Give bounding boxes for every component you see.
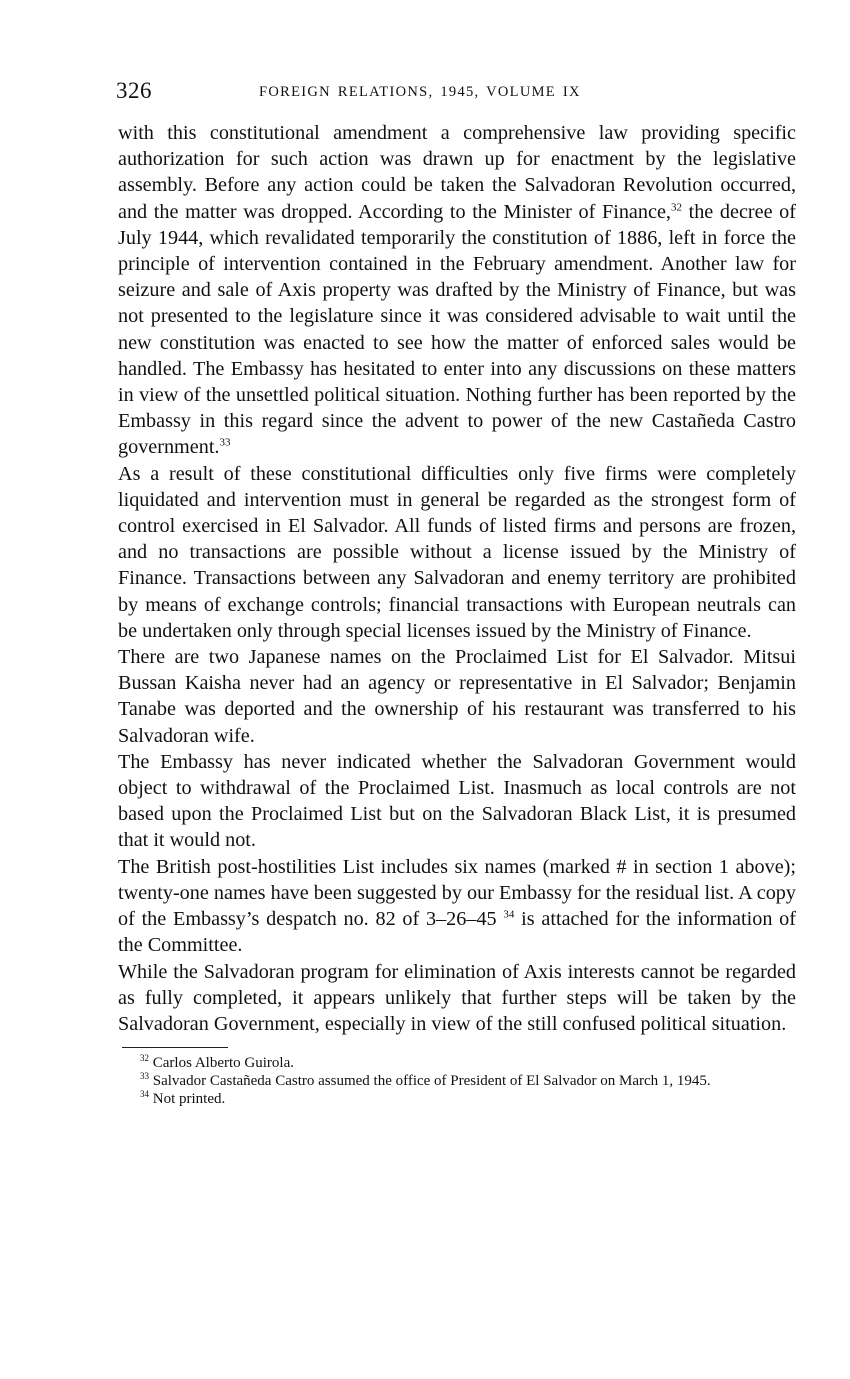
footnote-divider xyxy=(122,1047,228,1048)
page-number: 326 xyxy=(116,78,152,103)
footnote-33: $^{33}$ Salvador Castañeda Castro assumed the office of President of El Salvador on March 1, 1945. xyxy=(140,1071,711,1090)
footnote-34: $^{34}$ Not printed. xyxy=(140,1089,226,1108)
paragraph-4: The Embassy has never indicated whether the Salvadoran Government would object to withdrawal of the Proclaimed List. Inasmuch as local controls are not based upon the Proclaimed List but on the Salvadoran Black List, it is presumed that it would not. xyxy=(118,750,796,852)
paragraph-3: There are two Japanese names on the Proclaimed List for El Salvador. Mitsui Bussan Kaisha never had an agency or representative in El Salvador; Benjamin Tanabe was deported and the ownership of his restaurant was transferred to his Salvadoran wife. xyxy=(118,646,796,747)
page-header xyxy=(118,78,796,108)
footnote-mark: 33 xyxy=(140,1071,149,1082)
body-text xyxy=(118,120,796,1037)
footnote-mark: 32 xyxy=(140,1053,149,1064)
paragraph-2: As a result of these constitutional difficulties only five firms were completely liquidated and intervention must in general be regarded as the strongest form of control exercised in El Salvador. All funds of listed firms and persons are frozen, and no transactions are possible without a license issued by the Ministry of Finance. Transactions between any Salvadoran and enemy territory are prohibited by means of exchange controls; financial transactions with European neutrals can be undertaken only through special licenses issued by the Ministry of Finance. xyxy=(118,462,796,642)
paragraph-6: While the Salvadoran program for elimination of Axis interests cannot be regarded as fully completed, it appears unlikely that further steps will be taken by the Salvadoran Government, especially in view of the still confused political situation. xyxy=(118,960,796,1035)
footnote-ref-33: 33 xyxy=(219,436,231,449)
document-page xyxy=(118,78,796,1108)
footnote-ref-32: 32 xyxy=(670,200,682,213)
paragraph-5: The British post-hostilities List includes six names (marked # in section 1 above); twenty-one names have been suggested by our Embassy for the residual list. A copy of the Embassy’s despatch no. 82 of 3–26–45 $^{34}$ is attached for the information of the Committee. xyxy=(118,855,796,957)
paragraph-1: with this constitutional amendment a comprehensive law providing specific authorization for such action was drawn up for enactment by the legislative assembly. Before any action could be taken the Salvadoran Revolution occurred, and the matter was dropped. According to the Minister of Finance,$^{32}$ the decree of July 1944, which revalidated temporarily the constitution of 1886, left in force the principle of intervention contained in the February amendment. Another law for seizure and sale of Axis property was drafted by the Ministry of Finance, but was not presented to the legislature since it was considered advisable to wait until the new constitution was enacted to see how the matter of enforced sales would be handled. The Embassy has hesitated to enter into any discussions on these matters in view of the unsettled political situation. Nothing further has been reported by the Embassy in this regard since the advent to power of the new Castañeda Castro government.$^{33}$ xyxy=(118,122,796,459)
footnote-mark: 34 xyxy=(140,1089,149,1100)
running-head: FOREIGN RELATIONS, 1945, VOLUME IX xyxy=(259,84,581,100)
footnotes xyxy=(118,1054,796,1108)
footnote-32: $^{32}$ Carlos Alberto Guirola. xyxy=(140,1053,294,1072)
footnote-ref-34: 34 xyxy=(503,908,515,921)
